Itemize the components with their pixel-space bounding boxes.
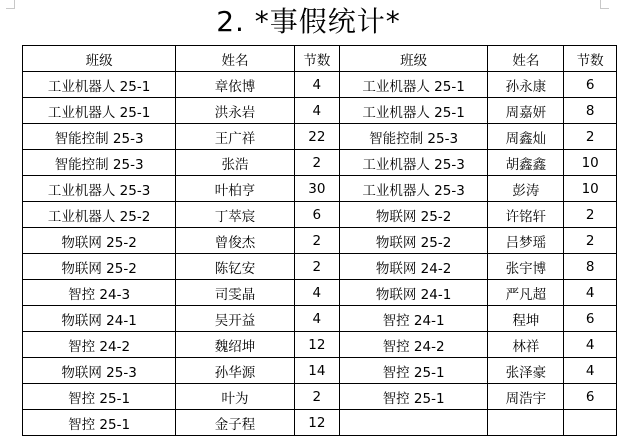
cell-name-left: 曾俊杰 [176,228,295,254]
cell-count-right: 2 [564,202,617,228]
cell-name-right: 程坤 [488,306,564,332]
cell-name-right: 周鑫灿 [488,124,564,150]
cell-count-right: 6 [564,384,617,410]
cell-count-left: 12 [294,410,339,436]
cell-name-right: 周嘉妍 [488,98,564,124]
cell-class-right: 工业机器人 25-3 [339,150,487,176]
cell-name-left: 金子程 [176,410,295,436]
cell-name-left: 章依博 [176,72,295,98]
cell-class-right: 智控 25-1 [339,358,487,384]
cell-count-right: 4 [564,280,617,306]
cell-class-right: 智能控制 25-3 [339,124,487,150]
cell-count-right: 6 [564,72,617,98]
cell-name-right: 严凡超 [488,280,564,306]
table-row [23,72,617,98]
cell-class-right: 智控 25-1 [339,384,487,410]
header-name-left: 姓名 [176,46,295,72]
cell-name-right: 周浩宇 [488,384,564,410]
table-row [23,228,617,254]
cell-class-left: 工业机器人 25-1 [23,72,176,98]
cell-name-left: 孙华源 [176,358,295,384]
cell-class-right: 物联网 25-2 [339,228,487,254]
cell-class-left: 智控 25-1 [23,410,176,436]
cell-class-left: 智控 25-1 [23,384,176,410]
cell-count-left: 22 [294,124,339,150]
cell-name-left: 叶柏亨 [176,176,295,202]
cell-class-right: 工业机器人 25-1 [339,72,487,98]
table-row [23,254,617,280]
cell-name-right: 林祥 [488,332,564,358]
cell-count-right: 2 [564,124,617,150]
header-class-left: 班级 [23,46,176,72]
cell-name-left: 陈钇安 [176,254,295,280]
cell-count-right [564,410,617,436]
cell-class-left: 智控 24-3 [23,280,176,306]
cell-count-right: 10 [564,176,617,202]
cell-name-right: 许铭轩 [488,202,564,228]
table-row [23,410,617,436]
cell-count-right: 10 [564,150,617,176]
cell-count-left: 2 [294,228,339,254]
cell-class-right: 智控 24-2 [339,332,487,358]
cell-class-left: 工业机器人 25-3 [23,176,176,202]
cell-count-right: 4 [564,358,617,384]
cell-name-right: 张宇博 [488,254,564,280]
cell-class-left: 物联网 25-3 [23,358,176,384]
table-row [23,124,617,150]
cell-name-left: 王广祥 [176,124,295,150]
table-row [23,384,617,410]
cell-class-right: 智控 24-1 [339,306,487,332]
header-class-right: 班级 [339,46,487,72]
cell-count-right: 8 [564,98,617,124]
cell-class-right: 物联网 25-2 [339,202,487,228]
cell-class-right: 工业机器人 25-3 [339,176,487,202]
cell-count-right: 2 [564,228,617,254]
cell-class-right [339,410,487,436]
cell-class-left: 智能控制 25-3 [23,150,176,176]
leave-statistics-table [22,45,617,436]
cell-count-left: 12 [294,332,339,358]
cell-class-left: 工业机器人 25-2 [23,202,176,228]
cell-class-right: 工业机器人 25-1 [339,98,487,124]
table-row [23,176,617,202]
header-count-left: 节数 [294,46,339,72]
cell-name-right: 吕梦瑶 [488,228,564,254]
cell-class-right: 物联网 24-2 [339,254,487,280]
cell-class-left: 智能控制 25-3 [23,124,176,150]
cell-name-right: 彭涛 [488,176,564,202]
header-count-right: 节数 [564,46,617,72]
cell-class-left: 工业机器人 25-1 [23,98,176,124]
cell-class-right: 物联网 24-1 [339,280,487,306]
table-row [23,150,617,176]
cell-count-right: 8 [564,254,617,280]
table-header-row [23,46,617,72]
cell-name-left: 洪永岩 [176,98,295,124]
cell-name-left: 叶为 [176,384,295,410]
cell-name-right: 孙永康 [488,72,564,98]
cell-name-right [488,410,564,436]
table-row [23,358,617,384]
header-name-right: 姓名 [488,46,564,72]
cell-count-left: 14 [294,358,339,384]
cell-name-left: 丁萃宸 [176,202,295,228]
table-row [23,332,617,358]
section-title: 2. *事假统计* [216,5,401,38]
cell-name-left: 张浩 [176,150,295,176]
cell-class-left: 物联网 25-2 [23,228,176,254]
cell-name-right: 张泽豪 [488,358,564,384]
table-row [23,202,617,228]
cell-count-left: 2 [294,254,339,280]
cell-count-left: 4 [294,306,339,332]
cell-count-left: 4 [294,280,339,306]
table-row [23,280,617,306]
cell-name-left: 吴开益 [176,306,295,332]
cell-name-left: 魏绍坤 [176,332,295,358]
cell-class-left: 智控 24-2 [23,332,176,358]
cell-count-left: 4 [294,72,339,98]
cell-count-left: 2 [294,384,339,410]
cell-count-left: 2 [294,150,339,176]
cell-class-left: 物联网 25-2 [23,254,176,280]
cell-name-right: 胡鑫鑫 [488,150,564,176]
cell-class-left: 物联网 24-1 [23,306,176,332]
cell-count-left: 4 [294,98,339,124]
cell-count-left: 6 [294,202,339,228]
cell-count-right: 6 [564,306,617,332]
table-row [23,306,617,332]
table-row [23,98,617,124]
cell-count-right: 4 [564,332,617,358]
cell-name-left: 司雯晶 [176,280,295,306]
cell-count-left: 30 [294,176,339,202]
